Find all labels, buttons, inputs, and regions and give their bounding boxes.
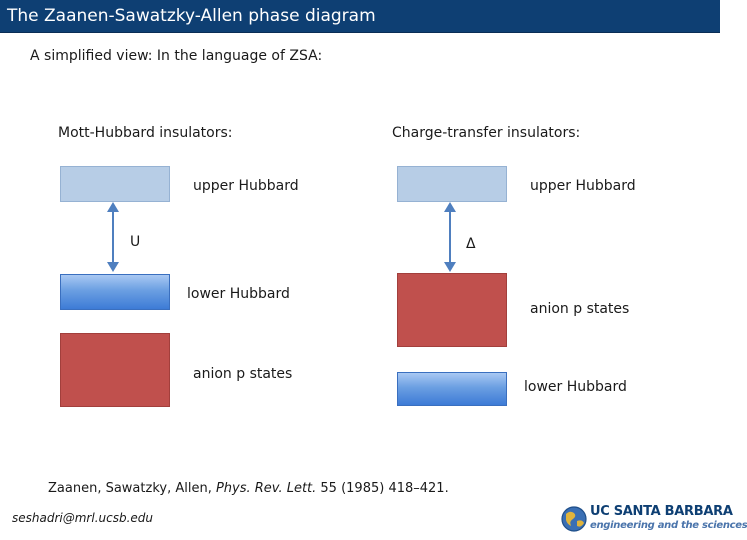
citation-journal: Phys. Rev. Lett.: [215, 481, 317, 496]
mh-upper-hubbard-label: upper Hubbard: [193, 178, 299, 194]
ct-upper-hubbard-band: [397, 166, 507, 202]
citation-authors: Zaanen, Sawatzky, Allen,: [48, 481, 216, 496]
mh-lower-hubbard-label: lower Hubbard: [187, 286, 290, 302]
ct-lower-hubbard-label: lower Hubbard: [524, 379, 627, 395]
author-email: seshadri@mrl.ucsb.edu: [12, 511, 153, 525]
mh-upper-hubbard-band: [60, 166, 170, 202]
mh-anion-p-label: anion p states: [193, 366, 293, 382]
title-bar: [0, 0, 720, 33]
ct-upper-hubbard-label: upper Hubbard: [530, 178, 636, 194]
ct-anion-p-label: anion p states: [530, 301, 630, 317]
ct-gap-label-delta: Δ: [466, 236, 476, 252]
ucsb-logo: [556, 500, 747, 540]
citation: [48, 480, 449, 498]
slide-subtitle: A simplified view: In the language of ZSA:: [30, 48, 323, 64]
logo-text-ucsb: UC SANTA BARBARA: [590, 504, 733, 519]
globe-icon: [560, 504, 588, 534]
logo-text-tagline: engineering and the sciences: [590, 520, 747, 531]
citation-details: 55 (1985) 418–421.: [316, 481, 449, 496]
mh-anion-p-band: [60, 333, 170, 407]
charge-transfer-heading: Charge-transfer insulators:: [392, 125, 581, 141]
ct-anion-p-band: [397, 273, 507, 347]
mott-hubbard-heading: Mott-Hubbard insulators:: [58, 125, 233, 141]
ct-gap-arrow: [441, 202, 459, 272]
mh-lower-hubbard-band: [60, 274, 170, 310]
slide-title: The Zaanen-Sawatzky-Allen phase diagram: [7, 6, 376, 26]
ct-lower-hubbard-band: [397, 372, 507, 406]
mh-gap-arrow: [104, 202, 122, 272]
mh-gap-label-u: U: [130, 234, 141, 250]
